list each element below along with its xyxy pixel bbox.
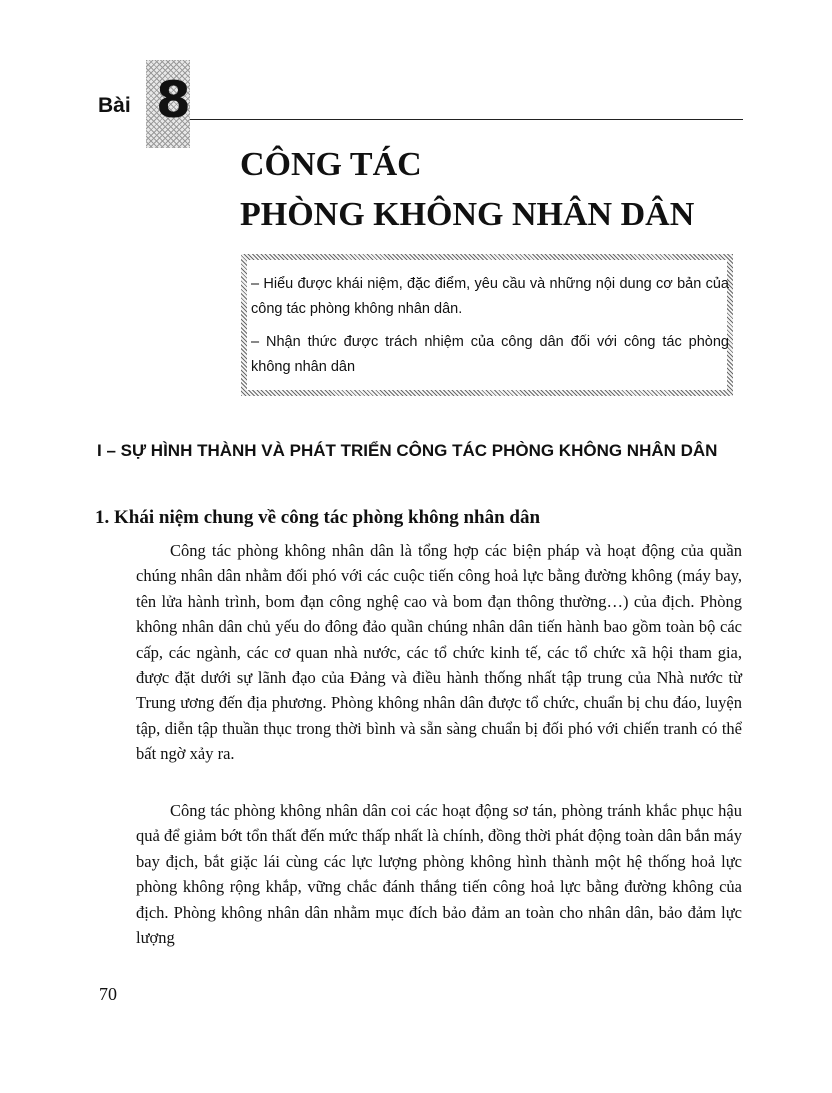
lesson-title-line-1: CÔNG TÁC [240,146,422,183]
lesson-number: 8 [156,71,191,129]
body-paragraph: Công tác phòng không nhân dân coi các hoạt động sơ tán, phòng tránh khắc phục hậu quả để giảm bớt tổn thất đến mức thấp nhất là chính, đồng thời phát động toàn dân bắn máy bay địch, bắt giặc lái cùng các lực lượng phòng không hình thành một hệ thống hoả lực phòng không rộng khắp, vững chắc đánh thắng tiến công hoả lực bằng đường không của địch. Phòng không nhân dân nhằm mục đích bảo đảm an toàn cho nhân dân, bảo đảm lực lượng [136,801,742,948]
body-paragraph: Công tác phòng không nhân dân là tổng hợp các biện pháp và hoạt động của quần chúng nhân dân nhằm đối phó với các cuộc tiến công hoả lực bằng đường không (máy bay, tên lửa hành trình, bom đạn công nghệ cao và bom đạn thông thường…) của địch. Phòng không nhân dân chủ yếu do đông đảo quần chúng nhân dân tiến hành bao gồm toàn bộ các cấp, các ngành, các cơ quan nhà nước, các tổ chức kinh tế, các tổ chức xã hội tham gia, được đặt dưới sự lãnh đạo của Đảng và điều hành thống nhất tập trung của Nhà nước từ Trung ương đến địa phương. Phòng không nhân dân được tổ chức, chuẩn bị chu đáo, luyện tập, diễn tập thuần thục trong thời bình và sẵn sàng chuẩn bị đối phó với chiến tranh có thể bất ngờ xảy ra. [136,541,742,764]
header-rule [190,119,743,120]
page-number: 70 [99,984,117,1004]
objectives-list [251,272,729,388]
objective-item: – Hiểu được khái niệm, đặc điểm, yêu cầu và những nội dung cơ bản của công tác phòng không nhân dân. [251,276,729,317]
lesson-title [240,140,694,240]
subsection-heading: 1. Khái niệm chung về công tác phòng không nhân dân [95,507,541,528]
section-heading: I – SỰ HÌNH THÀNH VÀ PHÁT TRIỂN CÔNG TÁC PHÒNG KHÔNG NHÂN DÂN [97,441,718,460]
lesson-title-line-2: PHÒNG KHÔNG NHÂN DÂN [240,196,695,233]
objective-item: – Nhận thức được trách nhiệm của công dân đối với công tác phòng không nhân dân [251,334,729,375]
lesson-label: Bài [98,94,131,117]
